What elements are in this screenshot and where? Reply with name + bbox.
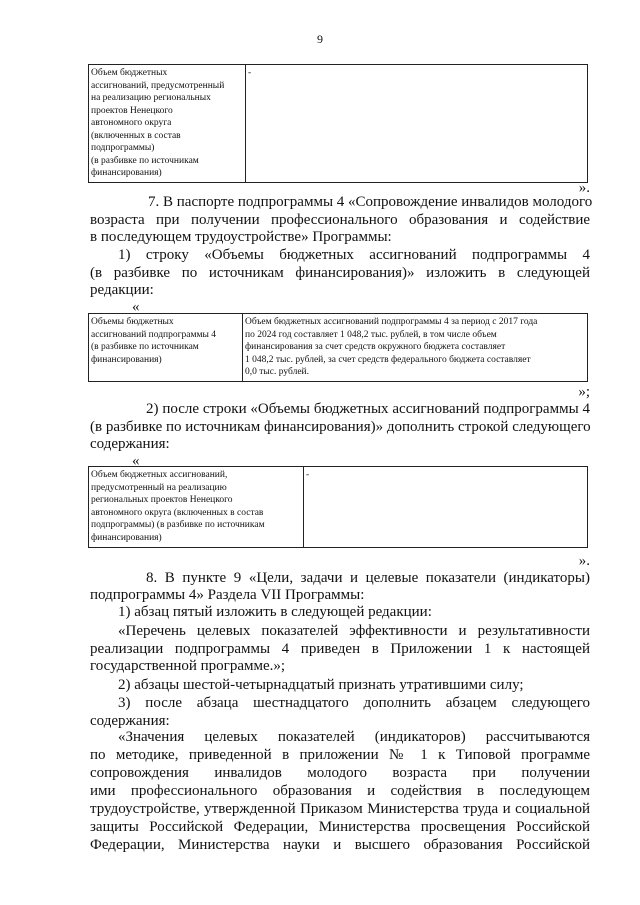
paragraph-8-2: 2) абзацы шестой-четырнадцатый признать утратившими силу; bbox=[118, 677, 524, 693]
paragraph-8-final-line: «Значения целевых показателей (индикаторов) рассчитываются bbox=[118, 729, 590, 745]
paragraph-8-final-line: трудоустройстве, утвержденной Приказом Министерства труда и социальной bbox=[90, 801, 590, 817]
paragraph-8-final-line: сопровождения инвалидов молодого возраста при получении bbox=[90, 765, 590, 781]
paragraph-8-final-line: ими профессионального образования и содействия в последующем bbox=[90, 783, 590, 799]
table-cell-value: Объем бюджетных ассигнований подпрограммы 4 за период с 2017 года по 2024 год составляет 1 048,2 тыс. рублей, в том числе объем финансирования за счет средств окружного бюджета составляет 1 048,2 тыс. рублей, за счет средств федерального бюджета составляет 0,0 тыс. рублей. bbox=[243, 314, 588, 382]
table-cell-label: Объем бюджетных ассигнований, предусмотренный на реализацию региональных проектов Ненецкого автономного округа (включенных в состав подпрограммы) (в разбивке по источникам финансирования) bbox=[89, 65, 246, 183]
paragraph-8-quote-line: государственной программе.»; bbox=[90, 658, 286, 674]
table-row bbox=[89, 314, 588, 382]
paragraph-7-2-line: содержания: bbox=[90, 436, 170, 452]
closing-quote: ». bbox=[578, 180, 590, 196]
opening-quote: « bbox=[132, 299, 140, 315]
closing-quote: ». bbox=[578, 553, 590, 569]
paragraph-8-line: подпрограммы 4» Раздела VII Программы: bbox=[90, 587, 365, 603]
table-cell-label: Объем бюджетных ассигнований, предусмотренный на реализацию региональных проектов Ненецкого автономного округа (включенных в состав подпрограммы) (в разбивке по источникам финансирования) bbox=[89, 467, 304, 548]
table-row bbox=[89, 467, 588, 548]
closing-quote: »; bbox=[578, 384, 590, 400]
paragraph-8-quote-line: реализации подпрограммы 4 приведен в Приложении 1 к настоящей bbox=[90, 641, 590, 657]
paragraph-7-1-line: редакции: bbox=[90, 282, 154, 298]
paragraph-8-final-line: Федерации, Министерства науки и высшего образования Российской bbox=[90, 837, 590, 853]
paragraph-8-line: 8. В пункте 9 «Цели, задачи и целевые показатели (индикаторы) bbox=[146, 570, 590, 586]
paragraph-7-1-line: (в разбивке по источникам финансирования)» изложить в следующей bbox=[90, 265, 590, 281]
paragraph-7-line: возраста при получении профессионального образования и содействие bbox=[90, 212, 590, 228]
paragraph-8-3-line: содержания: bbox=[90, 713, 170, 729]
table-cell-value: - bbox=[246, 65, 588, 183]
paragraph-8-quote-line: «Перечень целевых показателей эффективности и результативности bbox=[118, 623, 590, 639]
paragraph-7-line: 7. В паспорте подпрограммы 4 «Сопровождение инвалидов молодого bbox=[148, 194, 593, 210]
paragraph-8-3-line: 3) после абзаца шестнадцатого дополнить абзацем следующего bbox=[118, 695, 590, 711]
paragraph-8-final-line: по методике, приведенной в приложении № 1 к Типовой программе bbox=[90, 747, 590, 763]
table-budget-allocations bbox=[88, 313, 588, 382]
paragraph-7-line: в последующем трудоустройстве» Программы: bbox=[90, 229, 392, 245]
paragraph-7-2-line: 2) после строки «Объемы бюджетных ассигнований подпрограммы 4 bbox=[146, 401, 590, 417]
paragraph-8-1: 1) абзац пятый изложить в следующей редакции: bbox=[118, 604, 432, 620]
opening-quote: « bbox=[132, 453, 140, 469]
table-regional-projects-addition bbox=[88, 466, 588, 548]
table-cell-label: Объемы бюджетных ассигнований подпрограммы 4 (в разбивке по источникам финансирования) bbox=[89, 314, 243, 382]
paragraph-8-final-line: защиты Российской Федерации, Министерства просвещения Российской bbox=[90, 819, 590, 835]
table-cell-value: - bbox=[304, 467, 588, 548]
table-row bbox=[89, 65, 588, 183]
page-number: 9 bbox=[317, 32, 323, 46]
paragraph-7-1-line: 1) строку «Объемы бюджетных ассигнований подпрограммы 4 bbox=[118, 247, 590, 263]
paragraph-7-2-line: (в разбивке по источникам финансирования)» дополнить строкой следующего bbox=[90, 419, 591, 435]
table-regional-projects bbox=[88, 64, 588, 183]
